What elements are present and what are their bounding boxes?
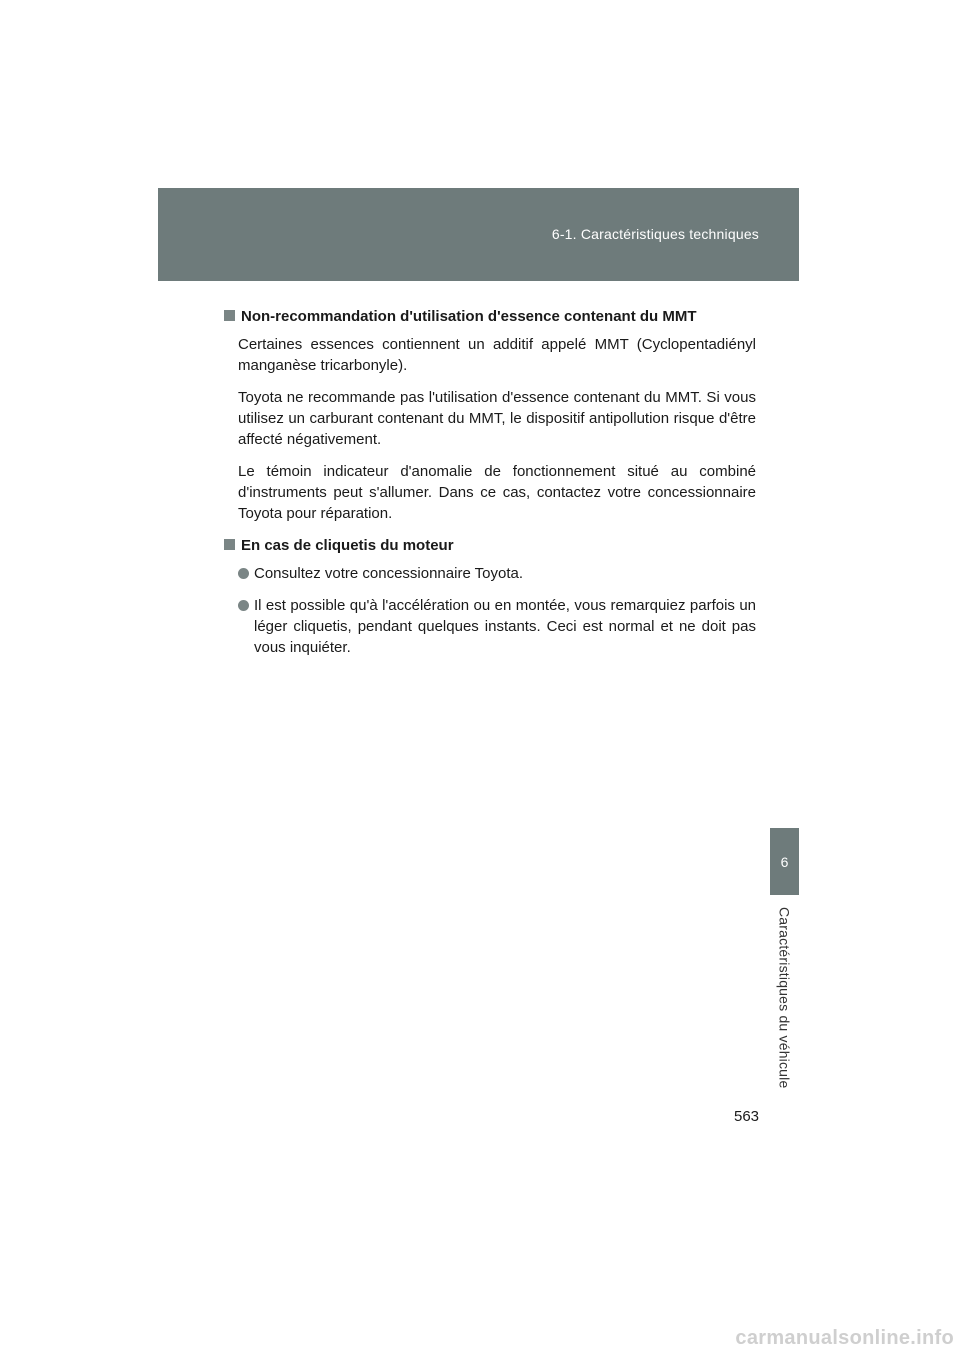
- paragraph: Toyota ne recommande pas l'utilisation d'essence contenant du MMT. Si vous utilisez un carburant contenant du MMT, le dispositif antipollution risque d'être affecté négativement.: [238, 389, 756, 448]
- chapter-tab[interactable]: [770, 828, 799, 895]
- paragraph: Le témoin indicateur d'anomalie de fonctionnement situé au combiné d'instruments peut s'allumer. Dans ce cas, contactez votre concessionnaire Toyota pour réparation.: [238, 463, 756, 522]
- section-heading: En cas de cliquetis du moteur: [224, 535, 756, 556]
- list-item: Il est possible qu'à l'accélération ou en montée, vous remarquiez parfois un léger cliquetis, pendant quelques instants. Ceci est normal et ne doit pas vous inquiéter.: [238, 595, 756, 658]
- chapter-label: Caractéristiques du véhicule: [776, 906, 793, 1089]
- list-item: Consultez votre concessionnaire Toyota.: [238, 563, 756, 584]
- square-bullet-icon: [224, 539, 235, 550]
- section-header-band: [158, 188, 799, 281]
- section-title: 6-1. Caractéristiques techniques: [551, 226, 759, 242]
- square-bullet-icon: [224, 310, 235, 321]
- circle-bullet-icon: [238, 600, 249, 611]
- page-content: [224, 306, 756, 669]
- page-number: 563: [734, 1108, 760, 1125]
- watermark: carmanualsonline.info: [735, 1327, 954, 1349]
- paragraph: Certaines essences contiennent un additif appelé MMT (Cyclopentadiényl manganèse tricarbonyle).: [238, 336, 756, 374]
- circle-bullet-icon: [238, 568, 249, 579]
- section-heading: Non-recommandation d'utilisation d'essence contenant du MMT: [224, 306, 756, 327]
- chapter-number: 6: [780, 853, 789, 870]
